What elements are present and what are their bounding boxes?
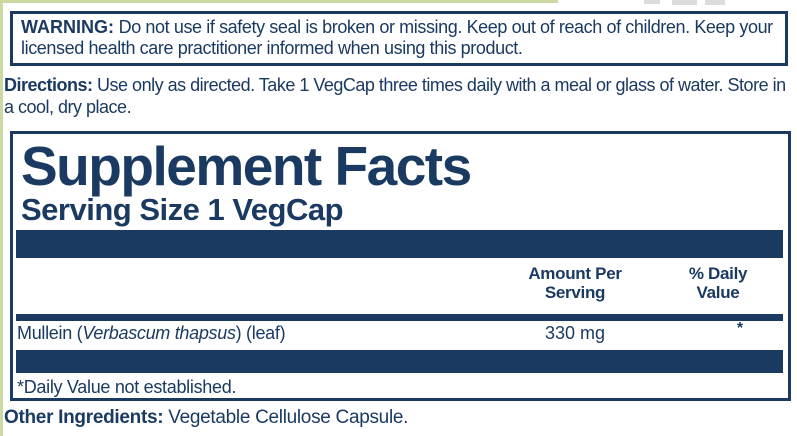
- serving-size-text: Serving Size 1 VegCap: [21, 192, 344, 227]
- warning-box: [10, 11, 788, 66]
- supplement-facts-title: Supplement Facts: [21, 135, 471, 197]
- thick-divider-bar-bottom: [16, 350, 783, 373]
- label-edge-left-strip: [0, 0, 3, 436]
- cropped-print-fragment: [644, 0, 660, 4]
- other-ingredients-label: Other Ingredients:: [4, 407, 164, 428]
- warning-text: Do not use if safety seal is broken or missing. Keep out of reach of children. Keep your licensed health care practitioner informed when using this product.: [21, 17, 773, 58]
- amount-per-serving-header: [515, 264, 635, 302]
- amount-header-line2: Serving: [544, 283, 606, 302]
- label-edge-top-strip: [0, 0, 558, 3]
- other-ingredients-paragraph: [4, 407, 794, 429]
- ingredient-name-suffix: ) (leaf): [235, 323, 286, 343]
- dv-header-line2: Value: [696, 283, 740, 302]
- warning-label: WARNING:: [21, 17, 114, 37]
- ingredient-name-prefix: Mullein (: [17, 323, 83, 343]
- ingredient-daily-value: *: [736, 320, 744, 337]
- ingredient-amount: 330 mg: [544, 323, 606, 343]
- directions-paragraph: [4, 74, 795, 118]
- amount-header-line1: Amount Per: [528, 264, 622, 283]
- thin-divider-rule: [16, 314, 783, 321]
- cropped-print-fragment: [672, 0, 697, 5]
- cropped-print-fragment: [705, 0, 725, 5]
- ingredient-botanical-name: Verbascum thapsus: [82, 323, 236, 343]
- ingredient-name: [17, 323, 285, 344]
- directions-label: Directions:: [4, 75, 93, 95]
- thick-divider-bar-top: [16, 230, 783, 258]
- dv-header-line1: % Daily: [688, 264, 748, 283]
- percent-daily-value-header: [668, 264, 768, 302]
- other-ingredients-text: Vegetable Cellulose Capsule.: [168, 407, 409, 428]
- directions-text: Use only as directed. Take 1 VegCap three times daily with a meal or glass of water. Store in a cool, dry place.: [4, 75, 786, 117]
- daily-value-footnote: *Daily Value not established.: [17, 377, 237, 397]
- supplement-facts-panel: [10, 131, 791, 401]
